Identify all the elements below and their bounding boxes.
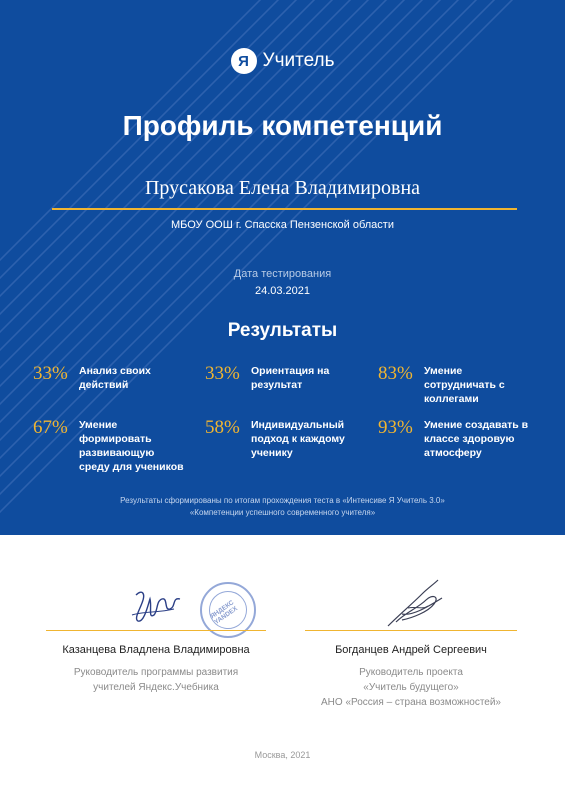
result-percent: 83% bbox=[378, 363, 413, 384]
signatory-name: Казанцева Владлена Владимировна bbox=[62, 644, 250, 656]
result-percent: 93% bbox=[378, 417, 413, 438]
test-date-label: Дата тестирования bbox=[233, 268, 332, 280]
signatory-role bbox=[305, 665, 517, 710]
result-item bbox=[33, 418, 185, 474]
signature-bogdantsev bbox=[382, 578, 452, 633]
result-item bbox=[205, 418, 361, 460]
result-label: Умение сотрудничать с коллегами bbox=[424, 365, 505, 405]
result-percent: 33% bbox=[205, 363, 240, 384]
result-percent: 58% bbox=[205, 417, 240, 438]
result-label: Умение формировать развивающую среду для учеников bbox=[79, 419, 184, 473]
role-line: Руководитель программы развития bbox=[73, 667, 239, 678]
result-percent: 33% bbox=[33, 363, 68, 384]
role-line: учителей Яндекс.Учебника bbox=[93, 682, 219, 693]
brand-name: Учитель bbox=[262, 50, 335, 71]
yandex-logo-icon: Я bbox=[231, 48, 257, 74]
result-item bbox=[378, 418, 532, 460]
result-item bbox=[378, 364, 512, 406]
result-percent: 67% bbox=[33, 417, 68, 438]
results-title: Результаты bbox=[227, 320, 338, 341]
role-line: «Учитель будущего» bbox=[363, 682, 459, 693]
test-date-value: 24.03.2021 bbox=[254, 285, 311, 297]
signature-line-left bbox=[46, 630, 266, 631]
result-label: Анализ своих действий bbox=[79, 365, 151, 391]
results-footnote bbox=[0, 495, 565, 519]
brand-logo bbox=[0, 48, 565, 74]
result-label: Умение создавать в классе здоровую атмосферу bbox=[424, 419, 529, 459]
signatory-role bbox=[46, 665, 266, 695]
footnote-line: Результаты сформированы по итогам прохождения теста в «Интенсиве Я Учитель 3.0» bbox=[120, 496, 445, 505]
signature-kazantseva bbox=[128, 585, 188, 635]
signature-line-right bbox=[305, 630, 517, 631]
result-item bbox=[205, 364, 349, 392]
result-item bbox=[33, 364, 159, 392]
name-underline bbox=[52, 208, 517, 210]
footnote-line: «Компетенции успешного современного учителя» bbox=[189, 508, 376, 517]
result-label: Индивидуальный подход к каждому ученику bbox=[251, 419, 345, 459]
stamp-text: ЯНДЕКС YANDEX bbox=[202, 584, 255, 637]
school-name: МБОУ ООШ г. Спасска Пензенской области bbox=[170, 219, 394, 231]
city-year: Москва, 2021 bbox=[254, 750, 311, 760]
signatory-name: Богданцев Андрей Сергеевич bbox=[335, 644, 487, 656]
role-line: Руководитель проекта bbox=[359, 667, 463, 678]
result-label: Ориентация на результат bbox=[251, 365, 330, 391]
page-title: Профиль компетенций bbox=[122, 110, 443, 141]
person-name: Прусакова Елена Владимировна bbox=[144, 177, 421, 199]
role-line: АНО «Россия – страна возможностей» bbox=[321, 697, 501, 708]
